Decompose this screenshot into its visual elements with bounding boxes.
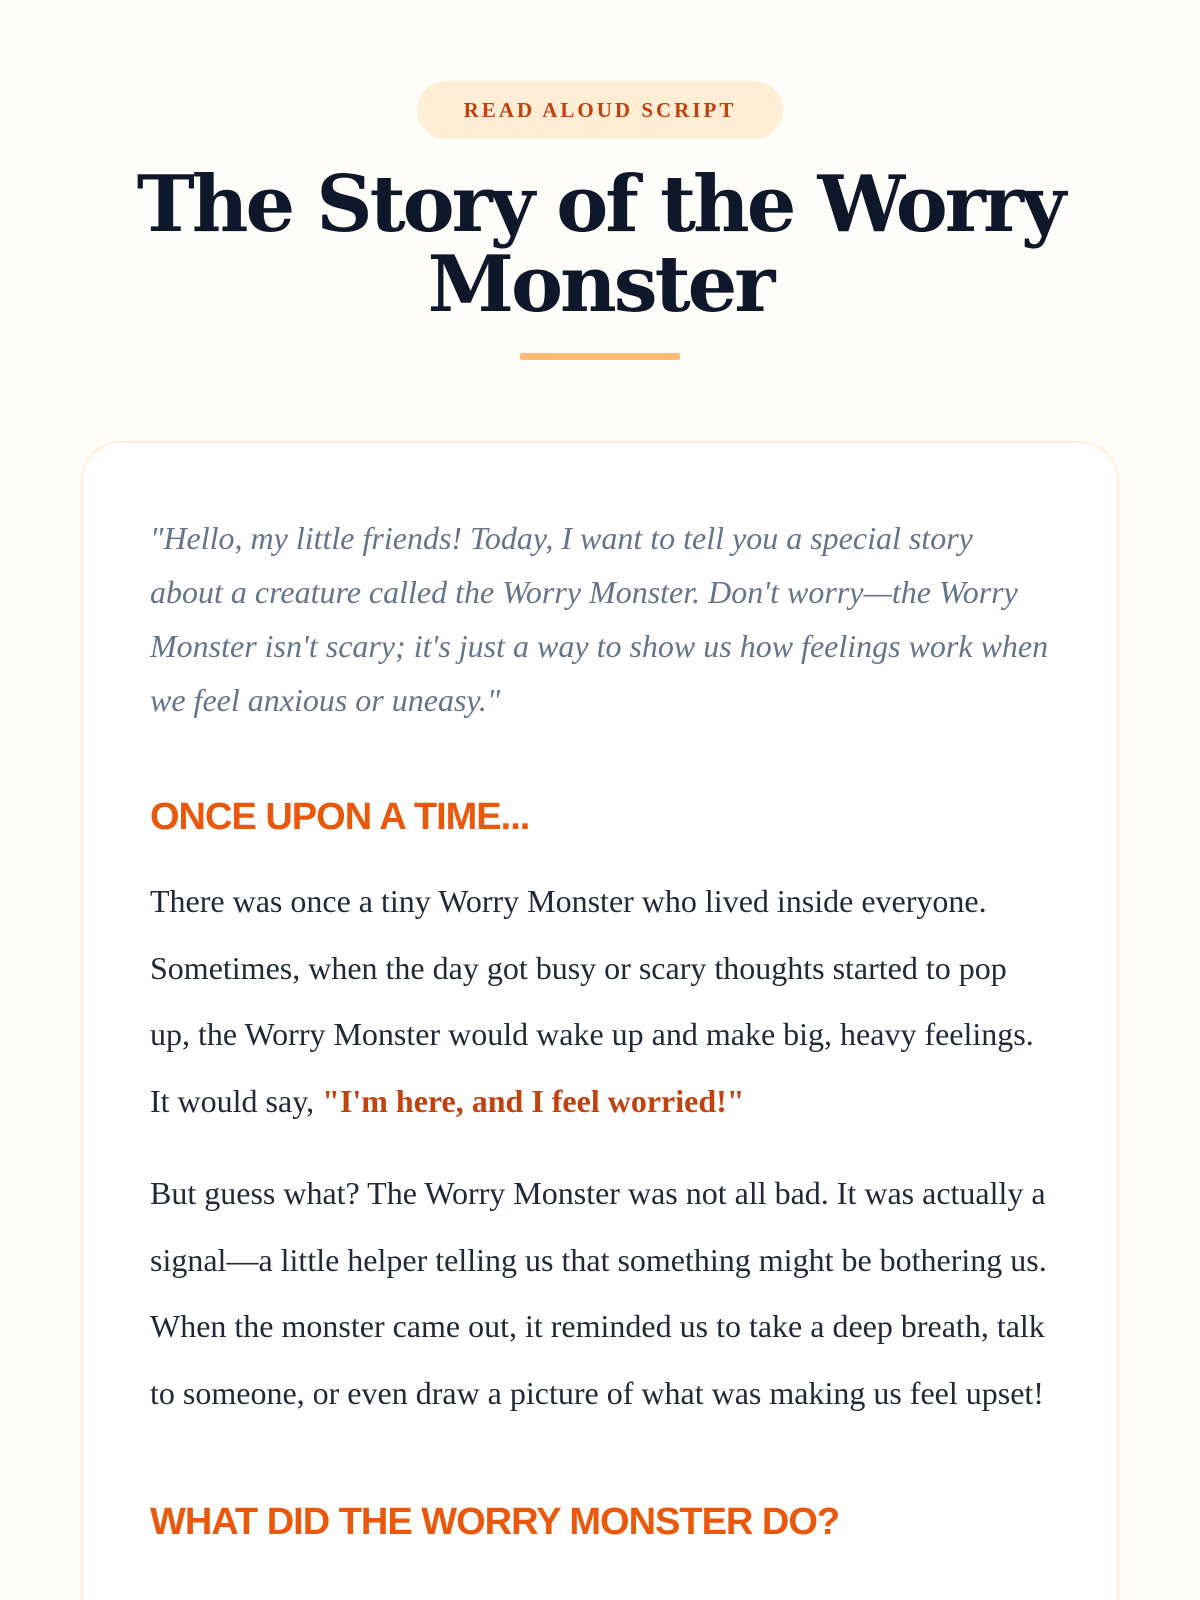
story-card (81, 441, 1119, 1600)
page-header (0, 0, 1200, 360)
paragraph-text: There was once a tiny Worry Monster who lived inside everyone. Sometimes, when the day got busy or scary thoughts started to pop up, the Worry Monster would wake up and make big, heavy feelings. It would say, (150, 883, 1034, 1119)
title-underline (520, 353, 680, 360)
section-heading-once-upon: ONCE UPON A TIME... (150, 796, 530, 838)
monster-quote: "I'm here, and I feel worried!" (322, 1082, 745, 1119)
story-paragraph (150, 868, 1051, 1134)
page-title: The Story of the Worry Monster (136, 159, 1064, 330)
story-paragraph: But guess what? The Worry Monster was not all bad. It was actually a signal—a little helper telling us that something might be bothering us. When the monster came out, it reminded us to take a deep breath, talk to someone, or even draw a picture of what was making us feel upset! (150, 1175, 1047, 1411)
read-aloud-badge: READ ALOUD SCRIPT (417, 81, 783, 139)
intro-quote: "Hello, my little friends! Today, I want to tell you a special story about a creature called the Worry Monster. Don't worry—the Worry Monster isn't scary; it's just a way to show us how feelings work when we feel anxious or uneasy." (150, 520, 1049, 718)
section-heading-what-did: WHAT DID THE WORRY MONSTER DO? (150, 1501, 840, 1543)
